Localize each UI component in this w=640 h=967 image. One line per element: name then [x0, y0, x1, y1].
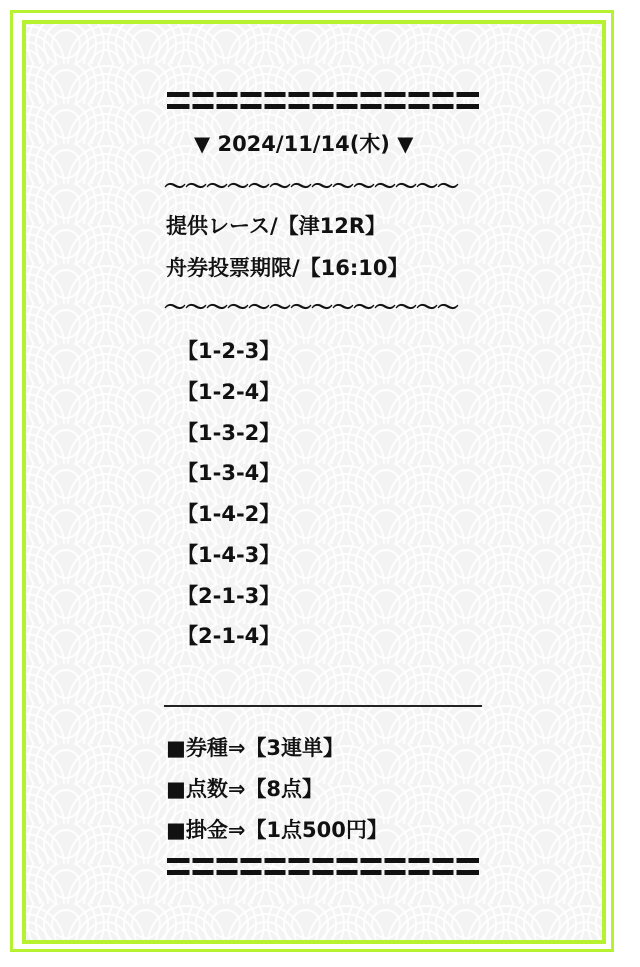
ticket-combination: 【1-4-2】 [177, 502, 281, 526]
ticket-combination: 【2-1-4】 [177, 624, 281, 648]
document-panel [22, 20, 606, 944]
date-line: ▼ 2024/11/14(木) ▼ [194, 132, 414, 156]
bottom-double-rule [167, 856, 479, 878]
ticket-combination: 【1-3-2】 [177, 421, 281, 445]
ticket-combination: 【1-2-4】 [177, 380, 281, 404]
ticket-combination: 【2-1-3】 [177, 584, 281, 608]
ticket-combination: 【1-2-3】 [177, 339, 281, 363]
top-double-rule [167, 90, 479, 112]
horizontal-divider [164, 705, 482, 707]
race-line: 提供レース/【津12R】 [166, 214, 387, 238]
wave-separator-middle: 〜〜〜〜〜〜〜〜〜〜〜〜〜〜 [164, 296, 459, 321]
ticket-combination: 【1-3-4】 [177, 461, 281, 485]
double-rule-graphic [167, 90, 479, 112]
deadline-line: 舟券投票期限/【16:10】 [166, 256, 409, 280]
ticket-combination: 【1-4-3】 [177, 543, 281, 567]
double-rule-graphic [167, 856, 479, 878]
stake-line: ■掛金⇒【1点500円】 [166, 818, 388, 842]
bet-type-line: ■券種⇒【3連単】 [166, 736, 345, 760]
wave-separator-top: 〜〜〜〜〜〜〜〜〜〜〜〜〜〜 [164, 175, 459, 200]
points-line: ■点数⇒【8点】 [166, 777, 324, 801]
